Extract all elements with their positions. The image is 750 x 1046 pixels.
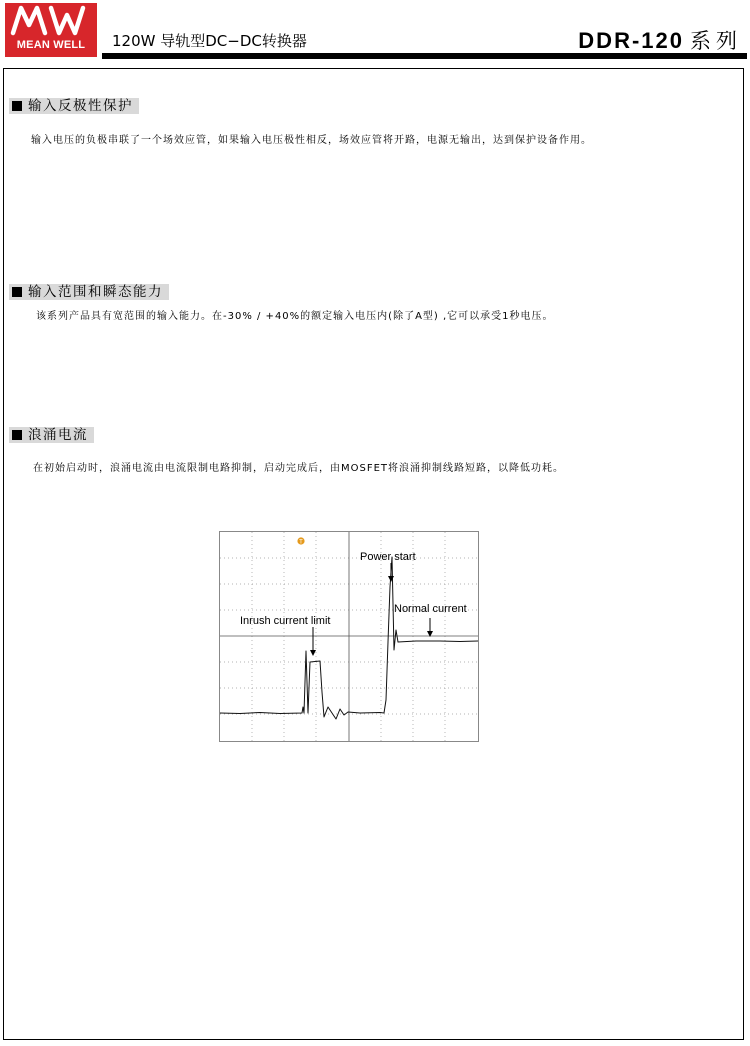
square-bullet-icon — [12, 101, 22, 111]
product-subtitle: 120W 导轨型DC−DC转换器 — [112, 32, 307, 50]
square-bullet-icon — [12, 430, 22, 440]
inrush-waveform-oscillogram — [219, 531, 479, 742]
series-suffix: 系列 — [690, 29, 742, 53]
section-body-input-range: 该系列产品具有宽范围的输入能力。在-30% / +40%的额定输入电压内(除了A型) ,它可以承受1秒电压。 — [36, 311, 554, 322]
label-power-start: Power start — [360, 551, 416, 563]
oscillogram-svg — [220, 532, 478, 741]
section-title-reverse-polarity: 输入反极性保护 — [9, 98, 139, 114]
model-number: DDR-120 — [578, 28, 684, 53]
mw-logo-icon — [5, 3, 97, 37]
header-rule — [102, 53, 747, 59]
mean-well-logo — [5, 3, 97, 57]
section-body-reverse-polarity: 输入电压的负极串联了一个场效应管，如果输入电压极性相反，场效应管将开路，电源无输出，达到保护设备作用。 — [31, 135, 592, 146]
section-title-inrush-current: 浪涌电流 — [9, 427, 94, 443]
svg-text:T: T — [299, 539, 303, 546]
brand-name: MEAN WELL — [16, 39, 86, 51]
label-normal-current: Normal current — [394, 603, 467, 615]
label-inrush-current-limit: Inrush current limit — [240, 615, 331, 627]
section-body-inrush-current: 在初始启动时，浪涌电流由电流限制电路抑制，启动完成后，由MOSFET将浪涌抑制线路短路，以降低功耗。 — [33, 463, 565, 474]
section-title-input-range: 输入范围和瞬态能力 — [9, 284, 169, 300]
square-bullet-icon — [12, 287, 22, 297]
series-title — [578, 25, 742, 55]
